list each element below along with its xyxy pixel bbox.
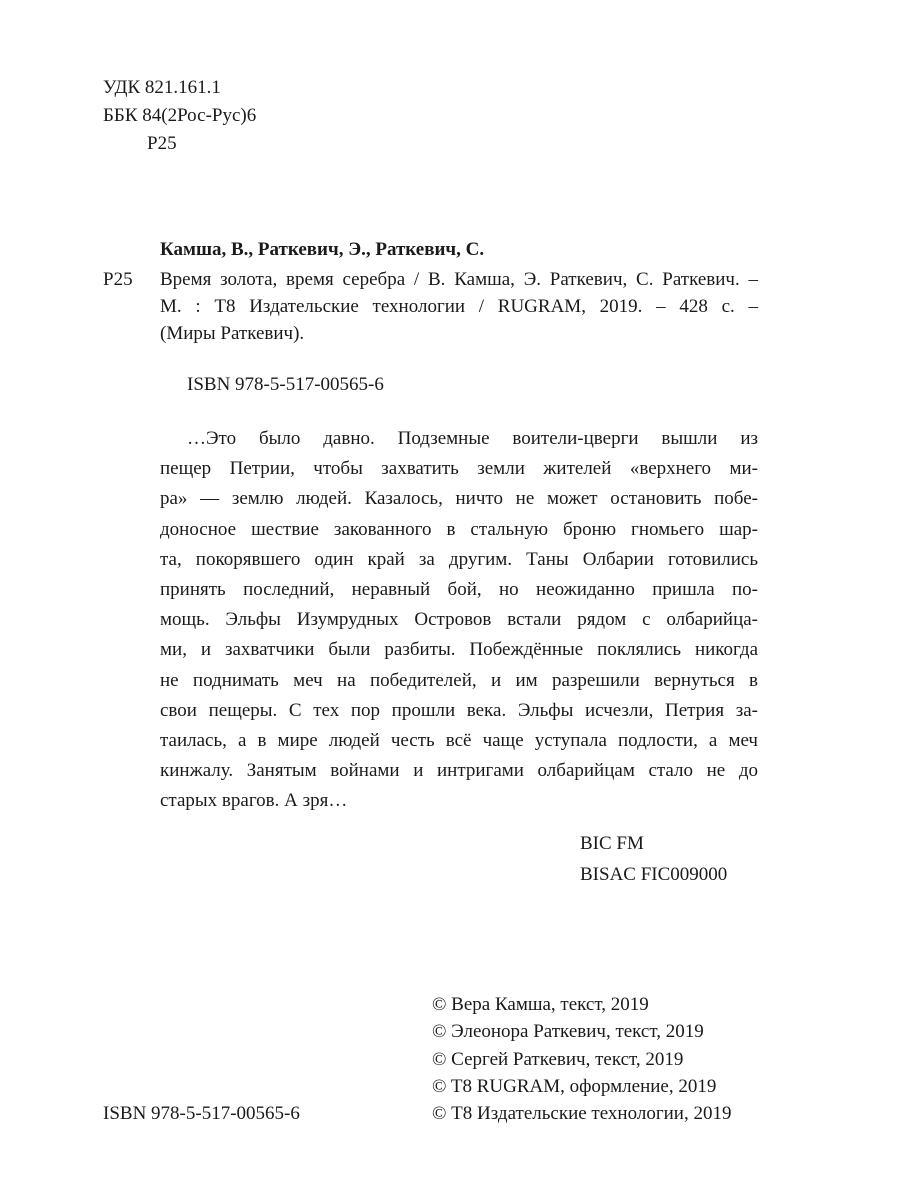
annotation-line: кинжалу. Занятым войнами и интригами олбарийцам стало не до xyxy=(160,760,758,782)
annotation-line: старых врагов. А зря… xyxy=(160,790,348,812)
annotation-line: та, покорявшего один край за другим. Таны Олбарии готовились xyxy=(160,548,758,570)
classification-block xyxy=(103,74,256,158)
footer-isbn: ISBN 978-5-517-00565-6 xyxy=(103,1103,300,1124)
annotation-line: таилась, а в мире людей честь всё чаще уступала подлости, а меч xyxy=(160,729,758,751)
bibliographic-description xyxy=(160,266,758,347)
biblio-line: (Миры Раткевич). xyxy=(160,323,305,344)
subject-codes xyxy=(580,828,727,890)
copyright-line: © Вера Камша, текст, 2019 xyxy=(432,994,649,1015)
copyright-notices xyxy=(432,991,731,1127)
annotation-line: не поднимать меч на победителей, и им разрешили вернуться в xyxy=(160,669,758,691)
udk-code: УДК 821.161.1 xyxy=(103,77,221,98)
biblio-line: Время золота, время серебра / В. Камша, Э. Раткевич, С. Раткевич. – xyxy=(160,269,758,290)
annotation-line: мощь. Эльфы Изумрудных Островов встали рядом с олбарийца- xyxy=(160,609,758,631)
annotation-line: ра» — землю людей. Казалось, ничто не может остановить побе- xyxy=(160,488,758,510)
isbn: ISBN 978-5-517-00565-6 xyxy=(187,374,384,395)
bisac-code: BISAC FIC009000 xyxy=(580,864,728,885)
copyright-line: © Сергей Раткевич, текст, 2019 xyxy=(432,1048,684,1070)
annotation-line: доносное шествие закованного в стальную броню гномьего шар- xyxy=(160,518,758,540)
annotation-line: принять последний, неравный бой, но неожиданно пришла по- xyxy=(160,578,758,600)
annotation-line: ми, и захватчики были разбиты. Побеждённые поклялись никогда xyxy=(160,639,758,661)
bic-code: BIC FM xyxy=(580,833,644,854)
annotation-line: свои пещеры. С тех пор прошли века. Эльфы исчезли, Петрия за- xyxy=(160,699,758,721)
margin-author-mark: Р25 xyxy=(103,269,133,290)
copyright-line: © T8 RUGRAM, оформление, 2019 xyxy=(432,1075,717,1097)
annotation-line: …Это было давно. Подземные воители-цверги вышли из xyxy=(187,428,758,449)
biblio-line: М. : Т8 Издательские технологии / RUGRAM, 2019. – 428 с. – xyxy=(160,296,758,317)
copyright-line: © Элеонора Раткевич, текст, 2019 xyxy=(432,1021,704,1043)
annotation-paragraph xyxy=(160,424,758,816)
copyright-line: © Т8 Издательские технологии, 2019 xyxy=(432,1103,732,1125)
bbk-code: ББК 84(2Рос-Рус)6 xyxy=(103,105,257,126)
annotation-line: пещер Петрии, чтобы захватить земли жителей «верхнего ми- xyxy=(160,458,758,480)
author-mark: Р25 xyxy=(147,133,177,154)
author-heading: Камша, В., Раткевич, Э., Раткевич, С. xyxy=(160,239,485,260)
